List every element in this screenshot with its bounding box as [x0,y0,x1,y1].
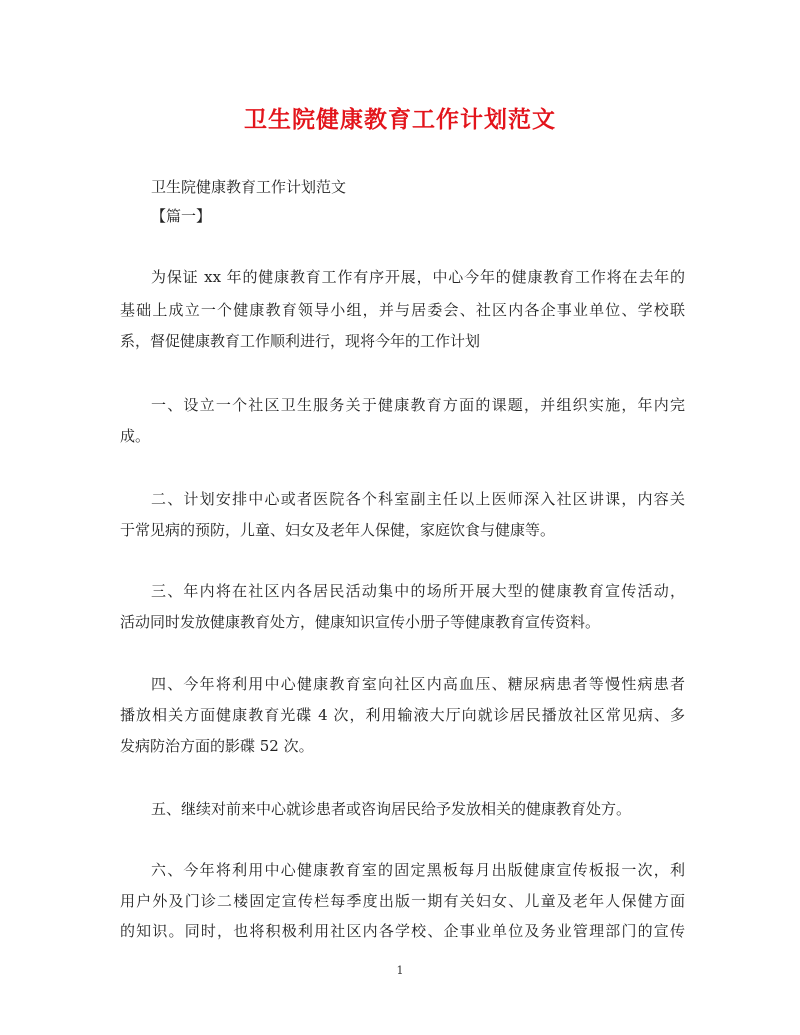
paragraph-line: 一、设立一个社区卫生服务关于健康教育方面的课题，并组织实施，年内完 [151,396,685,414]
paragraph-line: 五、继续对前来中心就诊患者或咨询居民给予发放相关的健康教育处方。 [151,800,632,818]
paragraph-line: 用户外及门诊二楼固定宣传栏每季度出版一期有关妇女、儿童及老年人保健方面 [120,892,685,910]
paragraph-line: 播放相关方面健康教育光碟 4 次，利用输液大厅向就诊居民播放社区常见病、多 [120,706,685,724]
paragraph-line: 六、今年将利用中心健康教育室的固定黑板每月出版健康宣传板报一次，利 [151,861,685,879]
paragraph-line: 发病防治方面的影碟 52 次。 [120,737,314,755]
paragraph-line: 为保证 xx 年的健康教育工作有序开展，中心今年的健康教育工作将在去年的 [151,268,685,286]
paragraph-line: 二、计划安排中心或者医院各个科室副主任以上医师深入社区讲课，内容关 [151,490,685,508]
paragraph-line: 于常见病的预防，儿童、妇女及老年人保健，家庭饮食与健康等。 [120,521,556,539]
paragraph-line: 基础上成立一个健康教育领导小组，并与居委会、社区内各企事业单位、学校联 [120,301,685,319]
paragraph-line: 的知识。同时，也将积极利用社区内各学校、企事业单位及务业管理部门的宣传 [120,922,685,940]
paragraph-line: 活动同时发放健康教育处方，健康知识宣传小册子等健康教育宣传资料。 [120,613,601,631]
paragraph-line: 三、年内将在社区内各居民活动集中的场所开展大型的健康教育宣传活动， [151,582,685,600]
document-subtitle: 卫生院健康教育工作计划范文 [151,178,347,196]
document-title: 卫生院健康教育工作计划范文 [244,106,556,133]
section-label: 【篇一】 [151,207,212,225]
paragraph-line: 系，督促健康教育工作顺利进行，现将今年的工作计划 [120,332,481,350]
paragraph-line: 成。 [120,427,151,445]
paragraph-line: 四、今年将利用中心健康教育室向社区内高血压、糖尿病患者等慢性病患者 [151,675,685,693]
page-number: 1 [396,964,404,977]
